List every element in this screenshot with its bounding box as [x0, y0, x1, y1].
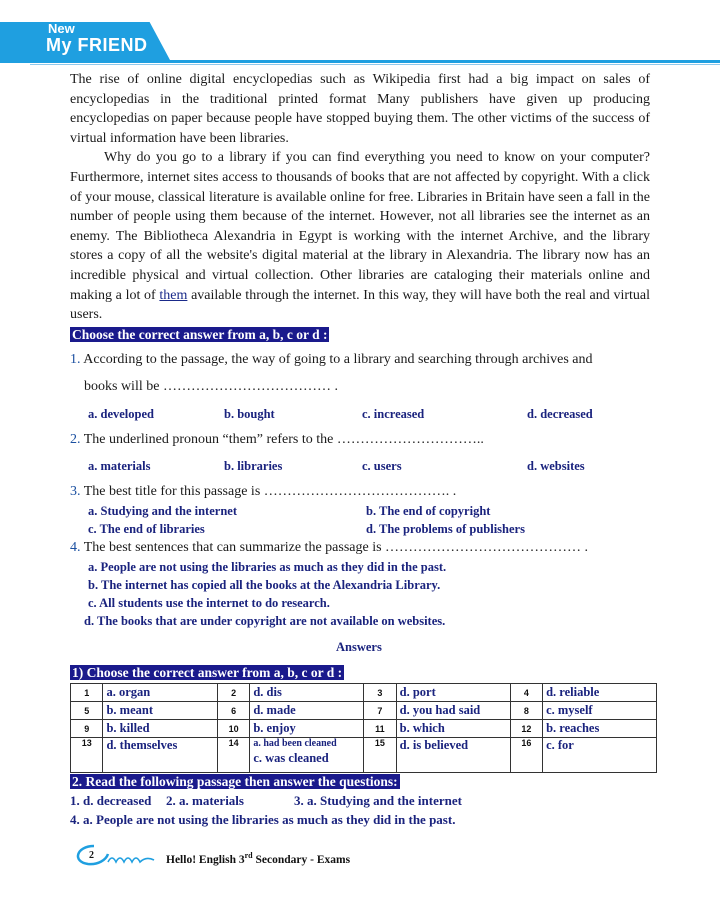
option: b. bought — [224, 407, 275, 421]
option: c. All students use the internet to do research. — [88, 596, 330, 610]
answer-value: b. which — [396, 720, 510, 738]
footer-text: Hello! English 3 — [166, 853, 245, 866]
option: b. libraries — [224, 459, 283, 473]
answers-table — [70, 683, 657, 773]
option: d. decreased — [527, 407, 593, 421]
answer-value: a. had been cleaned — [253, 738, 337, 749]
answer-number: 16 — [510, 738, 542, 773]
brand-new-label: New — [48, 21, 75, 36]
answer-value: d. is believed — [396, 738, 510, 773]
answers-title: Answers — [336, 640, 382, 654]
passage-text: available through the internet. In this way, they will have both the real and virtual users. — [70, 287, 650, 323]
answer-number: 12 — [510, 720, 542, 738]
page-header — [0, 0, 720, 72]
table-row — [71, 702, 657, 720]
question-1 — [70, 352, 593, 368]
footer-text: Secondary - Exams — [252, 853, 351, 866]
header-rule — [0, 60, 720, 63]
passage-text: Why do you go to a library if you can find everything you need to know on your computer? Furthermore, internet sites access to thousands of books that are not affected by copyright. With a click of your mouse, classical literature is available online for free. Libraries in Britain have seen a fall in the number of people using them because of the internet. However, not all libraries see the internet as an enemy. The Bibliotheca Alexandria in Egypt is working with the internet Archive, and the library stores a copy of all the website's digital material at the library in Alexandria. The library now has an incredible physical and virtual collection. Other libraries are cataloging their materials online and making a lot of — [70, 150, 650, 303]
answer-number: 1 — [71, 684, 103, 702]
answer-number: 14 — [217, 738, 249, 773]
footer-swirl-icon — [68, 840, 168, 870]
option: d. The books that are under copyright are not available on websites. — [84, 614, 446, 628]
option: c. The end of libraries — [88, 522, 205, 536]
answers-section-2-heading: 2. Read the following passage then answer the questions: — [72, 774, 398, 789]
footer-sup: rd — [244, 851, 253, 860]
answer-number: 13 — [71, 738, 103, 773]
question-text: The best title for this passage is …………………………………. . — [83, 484, 457, 499]
option: a. materials — [88, 459, 151, 473]
question-text: The underlined pronoun “them” refers to the ………………………….. — [83, 432, 484, 447]
question-number: 3. — [70, 484, 81, 499]
question-number: 2. — [70, 432, 81, 447]
question-2 — [70, 432, 484, 448]
option: d. The problems of publishers — [366, 522, 525, 536]
answer-number: 2 — [217, 684, 249, 702]
option: a. Studying and the internet — [88, 504, 237, 518]
answer-line: 1. d. decreased — [70, 793, 152, 808]
answer-number: 3 — [364, 684, 396, 702]
answer-number: 11 — [364, 720, 396, 738]
instruction-line — [70, 325, 650, 346]
brand-name: My FRIEND — [46, 35, 148, 55]
answer-value: d. reliable — [543, 684, 657, 702]
answer-value: d. made — [250, 702, 364, 720]
answer-line: 4. a. People are not using the libraries as much as they did in the past. — [70, 812, 456, 827]
answer-value: b. enjoy — [250, 720, 364, 738]
passage-paragraph-1: The rise of online digital encyclopedias such as Wikipedia first had a big impact on sales of encyclopedias in the traditional printed format Many publishers have given up producing encyclopedias on paper because people have stopped buying them. The other victims of the success of virtual information have been libraries. — [70, 72, 650, 146]
option: a. developed — [88, 407, 154, 421]
passage-paragraph-2 — [70, 148, 650, 324]
instruction-heading: Choose the correct answer from a, b, c or d : — [72, 326, 328, 342]
option: a. People are not using the libraries as much as they did in the past. — [88, 560, 447, 574]
answer-value-cell — [250, 738, 364, 773]
question-4 — [70, 540, 588, 556]
option: c. increased — [362, 407, 425, 421]
answer-value: d. port — [396, 684, 510, 702]
answer-value: b. meant — [103, 702, 217, 720]
answer-value: c. for — [543, 738, 657, 773]
underlined-pronoun: them — [159, 287, 188, 303]
question-number: 4. — [70, 540, 81, 555]
answer-value: d. themselves — [103, 738, 217, 773]
answer-value: b. reaches — [543, 720, 657, 738]
answer-value: c. myself — [543, 702, 657, 720]
option: c. users — [362, 459, 402, 473]
answers-section-1-heading: 1) Choose the correct answer from a, b, c or d : — [72, 665, 343, 680]
answer-number: 9 — [71, 720, 103, 738]
answer-value: b. killed — [103, 720, 217, 738]
header-rule-thin — [30, 64, 720, 65]
answers-section-1 — [70, 664, 344, 682]
answer-number: 8 — [510, 702, 542, 720]
answer-line: 2. a. materials — [166, 793, 244, 808]
footer-title — [166, 851, 350, 866]
answer-line: 3. a. Studying and the internet — [294, 793, 462, 808]
answers-section-2 — [70, 773, 400, 791]
option: d. websites — [527, 459, 585, 473]
page-number: 2 — [89, 850, 94, 861]
answer-number: 6 — [217, 702, 249, 720]
question-text: According to the passage, the way of going to a library and searching through archives and — [83, 352, 593, 367]
answer-number: 15 — [364, 738, 396, 773]
question-3 — [70, 484, 456, 500]
answer-number: 4 — [510, 684, 542, 702]
answer-number: 10 — [217, 720, 249, 738]
reading-passage — [70, 70, 650, 345]
answer-value: d. dis — [250, 684, 364, 702]
option: b. The internet has copied all the books at the Alexandria Library. — [88, 578, 441, 592]
question-1-continued: books will be ……………………………… . — [84, 379, 338, 394]
table-row — [71, 684, 657, 702]
answer-number: 5 — [71, 702, 103, 720]
question-number: 1. — [70, 352, 81, 367]
table-row — [71, 720, 657, 738]
table-row — [71, 738, 657, 773]
answer-value-extra: c. was cleaned — [253, 751, 329, 765]
option: b. The end of copyright — [366, 504, 491, 518]
answer-number: 7 — [364, 702, 396, 720]
answer-value: a. organ — [103, 684, 217, 702]
question-text: The best sentences that can summarize the passage is …………………………………… . — [83, 540, 589, 555]
answer-value: d. you had said — [396, 702, 510, 720]
